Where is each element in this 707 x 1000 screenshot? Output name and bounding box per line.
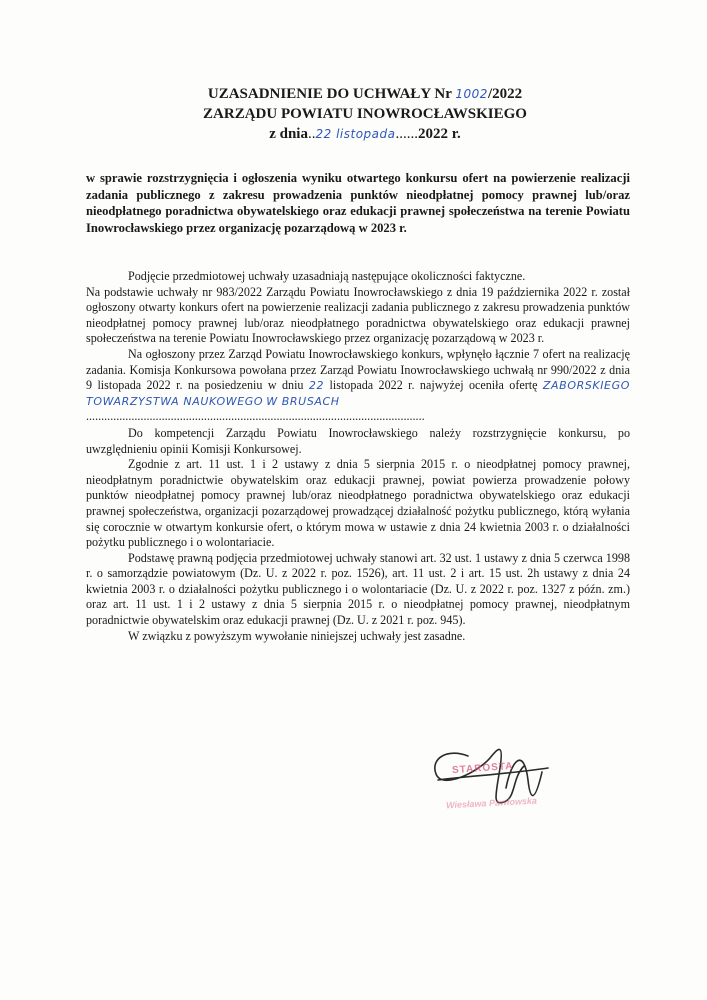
paragraph-3-text-cont: listopada 2022 r. najwyżej oceniła ofertę	[329, 378, 538, 393]
heading-title: UZASADNIENIE DO UCHWAŁY Nr	[207, 86, 452, 102]
date-suffix: 2022 r.	[417, 126, 461, 142]
date-prefix: z dnia	[269, 126, 308, 142]
signature	[408, 728, 558, 828]
heading-year: /2022	[487, 86, 523, 102]
date-handwritten: 22 listopada	[315, 127, 396, 141]
paragraph-3	[86, 347, 630, 409]
paragraph-4: Do kompetencji Zarządu Powiatu Inowrocławskiego należy rozstrzygnięcie konkursu, po uwzględnieniu opinii Komisji Konkursowej.	[86, 425, 630, 456]
paragraph-6: Podstawę prawną podjęcia przedmiotowej uchwały stanowi art. 32 ust. 1 ustawy z dnia 5 czerwca 1998 r. o samorządzie powiatowym (Dz. U. z 2022 r. poz. 1526), art. 11 ust. 2 i art. 15 ust. 2h ustawy z dnia 24 kwietnia 2003 r. o działalności pożytku publicznego i o wolontariacie (Dz. U. z 2022 r. poz. 1327 z późn. zm.) oraz art. 11 ust. 1 i 2 ustawy z dnia 5 sierpnia 2015 r. o nieodpłatnej pomocy prawnej, nieodpłatnym poradnictwie obywatelskim oraz edukacji prawnej (Dz. U. z 2021 r. poz. 945).	[86, 550, 630, 628]
heading-line-3: z dnia..22 listopada......2022 r.	[269, 126, 461, 142]
resolution-number-handwritten: 1002	[455, 87, 488, 101]
meeting-day-handwritten: 22	[308, 379, 325, 393]
date-dots: ......	[395, 126, 418, 142]
stamp-title: STAROSTA	[451, 760, 514, 777]
heading-line-1	[150, 84, 580, 104]
paragraph-3-text: Na ogłoszony przez Zarząd Powiatu Inowrocławskiego konkurs, wpłynęło łącznie 7 ofert na realizację zadania. Komisja Konkursowa powołana przez Zarząd Powiatu Inowrocławskiego uchwałą nr 990/2022 z dnia 9 listopada 2022 r. na posiedzeniu w dniu	[86, 346, 630, 393]
paragraph-5: Zgodnie z art. 11 ust. 1 i 2 ustawy z dnia 5 sierpnia 2015 r. o nieodpłatnej pomocy prawnej, nieodpłatnym poradnictwie obywatelskim oraz edukacji prawnej, powiat powierza prowadzenie połowy punktów nieodpłatnej pomocy prawnej lub/oraz nieodpłatnego poradnictwa obywatelskiego oraz edukacji prawnej społeczeństwa, organizacji pozarządowej prowadzącej działalność pożytku publicznego, którą wyłania się corocznie w otwartym konkursie ofert, o którym mowa w ustawie z dnia 24 kwietnia 2003 r. o działalności pożytku publicznego i o wolontariacie.	[86, 457, 630, 550]
stamp-name: Wiesława Pawłowska	[445, 795, 538, 811]
organization-name-handwritten: ZABORSKIEGO TOWARZYSTWA NAUKOWEGO	[86, 379, 630, 408]
organization-location-handwritten: W BRUSACH	[266, 394, 340, 408]
document-heading	[150, 84, 580, 144]
document-body	[86, 269, 630, 644]
resolution-subject: w sprawie rozstrzygnięcia i ogłoszenia wyniku otwartego konkursu ofert na powierzenie realizacji zadania publicznego z zakresu prowadzenia punktów nieodpłatnej pomocy prawnej lub/oraz nieodpłatnego poradnictwa obywatelskiego oraz edukacji prawnej społeczeństwa na terenie Powiatu Inowrocławskiego przez organizację pozarządową w 2023 r.	[86, 171, 630, 235]
paragraph-2: Na podstawie uchwały nr 983/2022 Zarządu Powiatu Inowrocławskiego z dnia 19 października 2022 r. został ogłoszony otwarty konkurs ofert na powierzenie realizacji zadania publicznego z zakresu prowadzenia punktów nieodpłatnej pomocy prawnej lub/oraz nieodpłatnego poradnictwa obywatelskiego oraz edukacji prawnej społeczeństwa na terenie Powiatu Inowrocławskiego przez organizację pozarządową w 2023 r.	[86, 284, 630, 346]
paragraph-1: Podjęcie przedmiotowej uchwały uzasadniają następujące okoliczności faktyczne.	[128, 269, 526, 283]
paragraph-7: W związku z powyższym wywołanie niniejszej uchwały jest zasadne.	[128, 628, 466, 643]
dotted-line: ................................................................................................................	[86, 409, 425, 424]
heading-line-2: ZARZĄDU POWIATU INOWROCŁAWSKIEGO	[203, 106, 527, 122]
